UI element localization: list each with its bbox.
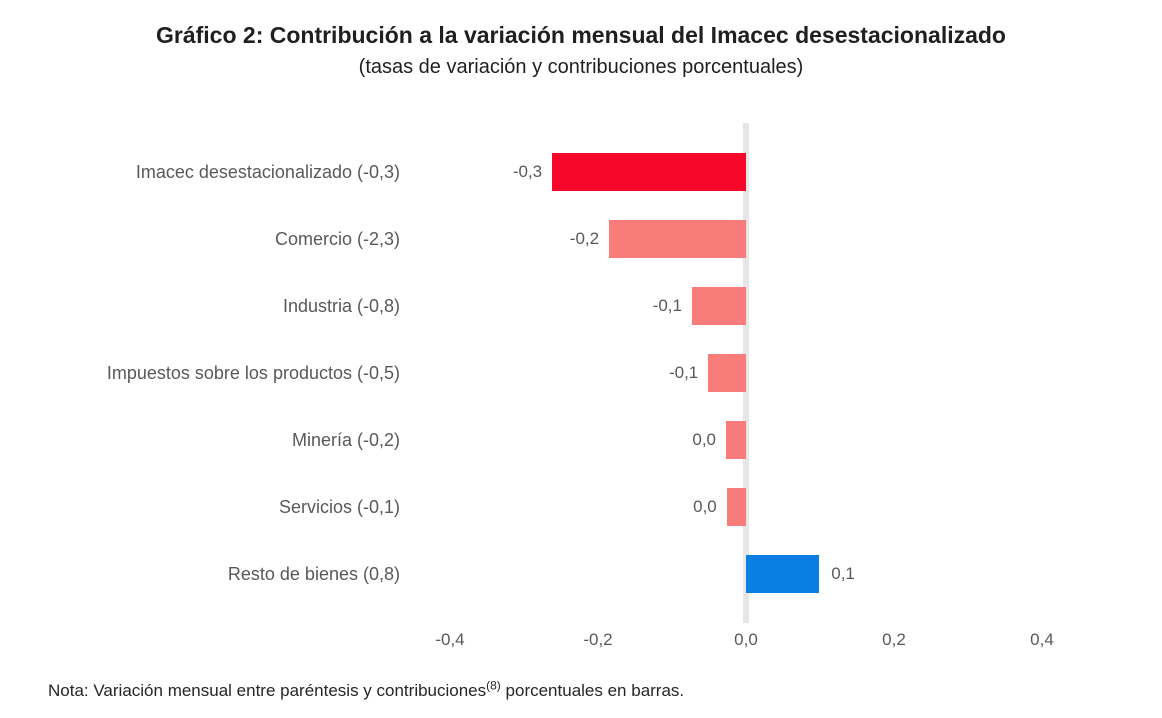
bar-value-label: -0,1: [652, 296, 682, 315]
chart-subtitle: (tasas de variación y contribuciones porcentuales): [358, 56, 804, 78]
bar-value-label: -0,2: [569, 229, 600, 248]
bar: [692, 287, 746, 325]
footnote: [48, 680, 684, 702]
bar: [552, 153, 746, 191]
category-label: Imacec desestacionalizado (-0,3): [135, 162, 400, 182]
bar-value-label: 0,1: [831, 564, 855, 583]
bar: [727, 488, 746, 526]
category-label: Impuestos sobre los productos (-0,5): [106, 363, 400, 383]
bar-value-label: 0,0: [692, 430, 717, 449]
category-label: Industria (-0,8): [282, 296, 400, 316]
x-axis-tick-label: -0,4: [435, 630, 465, 649]
footnote-text: Nota: Variación mensual entre paréntesis y contribuciones: [48, 681, 487, 700]
x-axis-tick-label: 0,2: [882, 630, 906, 649]
category-label: Minería (-0,2): [291, 430, 400, 450]
category-label: Resto de bienes (0,8): [227, 564, 400, 584]
footnote-text-suffix: porcentuales en barras.: [500, 681, 685, 700]
x-axis-tick-label: 0,0: [734, 630, 758, 649]
category-label: Comercio (-2,3): [274, 229, 400, 249]
bar: [726, 421, 746, 459]
bar-value-label: 0,0: [693, 497, 717, 516]
category-label: Servicios (-0,1): [278, 497, 400, 517]
footnote-superscript: (8): [486, 678, 501, 693]
bar: [746, 555, 819, 593]
bar: [609, 220, 746, 258]
x-axis-tick-label: -0,2: [583, 630, 613, 649]
bar-value-label: -0,3: [512, 162, 543, 181]
bar-value-label: -0,1: [668, 363, 699, 382]
bar: [708, 354, 746, 392]
x-axis-tick-label: 0,4: [1030, 630, 1054, 649]
chart-title: Gráfico 2: Contribución a la variación mensual del Imacec desestacionalizado: [155, 22, 1006, 48]
